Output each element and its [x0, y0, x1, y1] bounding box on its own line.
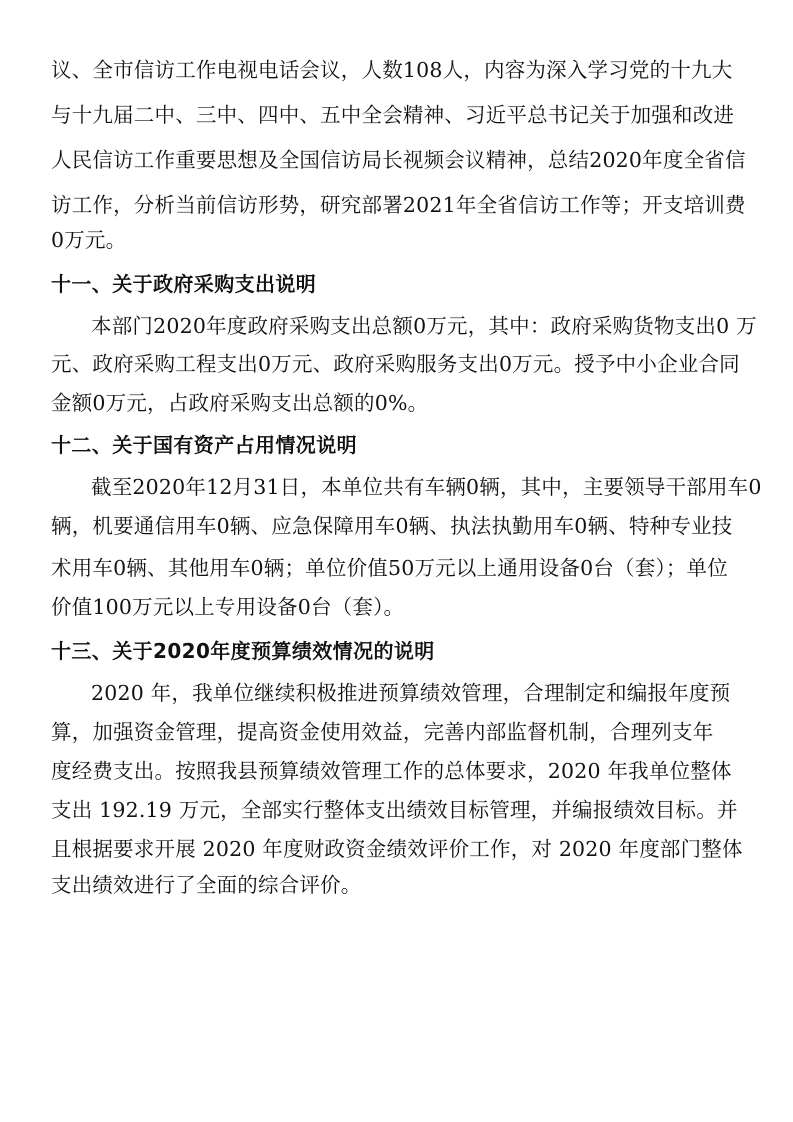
section-11-line-1: 本部门2020年度政府采购支出总额0万元，其中：政府采购货物支出0 万 [91, 314, 757, 338]
intro-line-3: 人民信访工作重要思想及全国信访局长视频会议精神，总结2020年度全省信 [51, 148, 746, 172]
intro-line-4: 访工作，分析当前信访形势，研究部署2021年全省信访工作等；开支培训费 [51, 193, 746, 217]
section-13-line-5: 且根据要求开展 2020 年度财政资金绩效评价工作，对 2020 年度部门整体 [51, 837, 743, 861]
intro-line-1: 议、全市信访工作电视电话会议，人数108人，内容为深入学习党的十九大 [51, 58, 733, 82]
section-12-heading: 十二、关于国有资产占用情况说明 [51, 433, 357, 457]
section-12-line-2: 辆，机要通信用车0辆、应急保障用车0辆、执法执勤用车0辆、特种专业技 [51, 514, 733, 538]
section-13-line-6: 支出绩效进行了全面的综合评价。 [51, 873, 362, 897]
section-11-line-2: 元、政府采购工程支出0万元、政府采购服务支出0万元。授予中小企业合同 [51, 352, 740, 376]
intro-line-2: 与十九届二中、三中、四中、五中全会精神、习近平总书记关于加强和改进 [51, 103, 735, 127]
section-13-line-1: 2020 年，我单位继续积极推进预算绩效管理，合理制定和编报年度预 [91, 681, 731, 705]
section-12-line-3: 术用车0辆、其他用车0辆；单位价值50万元以上通用设备0台（套）；单位 [51, 556, 728, 580]
section-12-line-1: 截至2020年12月31日，本单位共有车辆0辆，其中，主要领导干部用车0 [91, 475, 762, 499]
section-12-line-4: 价值100万元以上专用设备0台（套）。 [51, 595, 405, 619]
section-13-line-3: 度经费支出。按照我县预算绩效管理工作的总体要求，2020 年我单位整体 [51, 759, 732, 783]
section-13-line-4: 支出 192.19 万元，全部实行整体支出绩效目标管理，并编报绩效目标。并 [51, 798, 738, 822]
section-13-line-2: 算，加强资金管理，提高资金使用效益，完善内部监督机制，合理列支年 [51, 720, 714, 744]
section-11-heading: 十一、关于政府采购支出说明 [51, 272, 317, 296]
section-11-line-3: 金额0万元，占政府采购支出总额的0%。 [51, 391, 429, 415]
intro-line-5: 0万元。 [51, 228, 127, 252]
section-13-heading: 十三、关于2020年度预算绩效情况的说明 [51, 639, 435, 663]
